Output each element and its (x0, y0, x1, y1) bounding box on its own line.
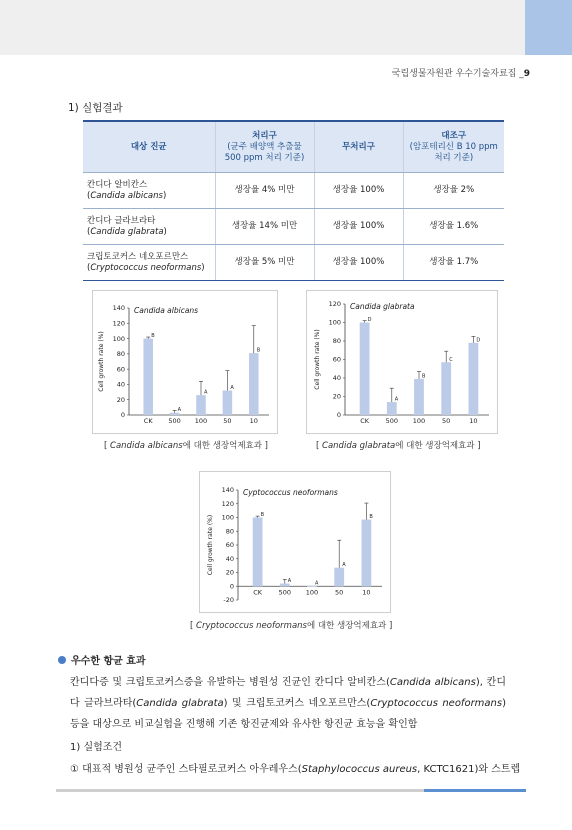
x-tick-label: 10 (362, 588, 371, 597)
species-cell: 칸디다 글라브라타 (Candida glabrata) (83, 209, 215, 245)
x-tick-label: 10 (249, 417, 258, 425)
y-tick-label: 80 (116, 350, 125, 359)
control-cell: 생장율 1.6% (403, 209, 504, 245)
y-tick-label: 120 (112, 319, 125, 328)
bar (223, 391, 233, 415)
x-tick-label: 500 (168, 417, 181, 425)
bar (387, 402, 397, 415)
treated-cell: 생장율 5% 미만 (215, 245, 314, 281)
y-tick-label: 60 (116, 365, 125, 374)
figure-caption: [ Candida glabrata에 대한 생장억제효과 ] (316, 441, 481, 451)
y-tick-label: 60 (225, 541, 234, 550)
significance-letter: B (369, 514, 373, 521)
results-table (83, 120, 504, 281)
bar (249, 353, 259, 415)
x-tick-label: 10 (469, 417, 478, 425)
effect-heading: 우수한 항균 효과 (58, 652, 146, 667)
y-tick-label: 0 (229, 582, 234, 591)
footer-rule-accent (424, 789, 526, 792)
bar (360, 323, 370, 416)
running-header: 국립생물자원관 우수기술자료집 _9 (391, 69, 530, 79)
bar-chart-svg (307, 291, 497, 433)
untreated-cell: 생장율 100% (314, 245, 403, 281)
y-tick-label: 140 (112, 304, 125, 313)
bar (362, 520, 372, 587)
bar (469, 343, 479, 415)
significance-letter: B (151, 333, 155, 340)
table-header-cell: 처리구 (균주 배양액 추출물 500 ppm 처리 기준) (215, 121, 314, 173)
treated-cell: 생장율 4% 미만 (215, 173, 314, 209)
x-tick-label: 500 (278, 588, 292, 597)
bar (253, 518, 263, 587)
table-row (83, 173, 504, 209)
significance-letter: B (256, 347, 261, 354)
significance-letter: B (422, 373, 426, 380)
table-header-cell: 대조구 (암포테리신 B 10 ppm 처리 기준) (403, 121, 504, 173)
bar (143, 339, 153, 415)
y-tick-label: 120 (328, 300, 341, 309)
section-title: 1) 실험결과 (68, 102, 123, 114)
y-tick-label: 120 (221, 499, 234, 508)
footer-rule (56, 789, 424, 792)
significance-letter: A (342, 562, 346, 569)
significance-letter: D (476, 337, 481, 344)
figure-caption: [ Candida albicans에 대한 생장억제효과 ] (104, 441, 268, 451)
page-number: 9 (523, 69, 530, 79)
table-header-row (83, 121, 504, 173)
y-tick-label: 20 (225, 568, 234, 577)
x-tick-label: CK (253, 588, 263, 597)
control-cell: 생장율 2% (403, 173, 504, 209)
chart-title: Candida glabrata (350, 302, 415, 311)
x-tick-label: 100 (194, 417, 208, 425)
table-header-cell: 대상 진균 (83, 121, 215, 173)
significance-letter: A (204, 389, 208, 396)
significance-letter: C (449, 356, 453, 363)
x-tick-label: 50 (335, 588, 344, 597)
figure-caption: [ Cryptococcus neoformans에 대한 생장억제효과 ] (190, 621, 393, 631)
table-header-cell: 무처리구 (314, 121, 403, 173)
significance-letter: A (315, 580, 319, 587)
untreated-cell: 생장율 100% (314, 209, 403, 245)
chart-candida-albicans (92, 290, 278, 434)
x-tick-label: 100 (412, 417, 426, 425)
conditions-heading: 1) 실험조건 (70, 742, 123, 753)
significance-letter: B (260, 512, 265, 518)
chart-title: Cyptococcus neoformans (243, 488, 338, 497)
table-row (83, 209, 504, 245)
y-tick-label: 40 (332, 374, 341, 383)
bar-chart-svg (93, 291, 277, 433)
x-tick-label: 50 (223, 417, 232, 425)
x-tick-label: 50 (442, 417, 451, 425)
significance-letter: D (367, 317, 372, 323)
table-row (83, 245, 504, 281)
y-tick-label: 40 (116, 380, 125, 389)
y-tick-label: -20 (223, 596, 234, 605)
significance-letter: A (230, 385, 234, 392)
bar-chart-svg (200, 472, 390, 612)
y-tick-label: 40 (225, 554, 234, 563)
x-tick-label: 100 (305, 588, 319, 597)
bar (196, 395, 206, 415)
bar (441, 362, 451, 415)
y-tick-label: 100 (221, 513, 234, 522)
y-axis-label: Cell growth rate (%) (98, 331, 105, 392)
effect-paragraph: 칸디다증 및 크립토코커스증을 유발하는 병원성 진균인 칸디다 알비칸스(Candida albicans), 칸디다 글라브라타(Candida glabrata) 및 크립토코커스 네오포르만스(Cryptococcus neoformans) 등을 대상으로 비교실험을 진행해 기존 항진균제와 유사한 항진균 효능을 확인함 (70, 677, 507, 730)
y-tick-label: 80 (225, 527, 234, 536)
x-tick-label: 500 (385, 417, 399, 425)
species-cell: 크립토코커스 네오포르만스 (Cryptococcus neoformans) (83, 245, 215, 281)
conditions-item: ① 대표적 병원성 균주인 스타필로코커스 아우레우스(Staphylococcus aureus, KCTC1621)와 스트렙 (70, 764, 521, 775)
x-tick-label: CK (360, 417, 370, 425)
significance-letter: A (394, 396, 399, 403)
chart-candida-glabrata (306, 290, 498, 434)
y-tick-label: 0 (120, 411, 125, 420)
significance-letter: A (177, 407, 182, 414)
y-tick-label: 100 (112, 334, 125, 343)
top-accent-block (525, 0, 572, 55)
header-title: 국립생물자원관 우수기술자료집 (391, 69, 517, 79)
y-tick-label: 100 (328, 318, 341, 327)
bullet-dot-icon (58, 656, 66, 664)
bar (414, 379, 424, 415)
y-tick-label: 80 (332, 337, 341, 346)
y-tick-label: 140 (221, 486, 234, 495)
treated-cell: 생장율 14% 미만 (215, 209, 314, 245)
control-cell: 생장율 1.7% (403, 245, 504, 281)
chart-cryptococcus-neoformans (199, 471, 391, 613)
y-tick-label: 20 (116, 395, 125, 404)
y-tick-label: 20 (332, 392, 341, 401)
y-tick-label: 60 (332, 355, 341, 364)
chart-title: Candida albicans (134, 306, 199, 315)
y-axis-label: Cell growth rate (%) (314, 329, 321, 390)
species-cell: 칸디다 알비칸스 (Candida albicans) (83, 173, 215, 209)
top-band (0, 0, 572, 55)
y-axis-label: Cell growth rate (%) (207, 514, 214, 576)
significance-letter: A (287, 578, 292, 584)
bar (334, 568, 344, 587)
x-tick-label: CK (143, 417, 153, 425)
y-tick-label: 0 (336, 411, 341, 420)
untreated-cell: 생장율 100% (314, 173, 403, 209)
